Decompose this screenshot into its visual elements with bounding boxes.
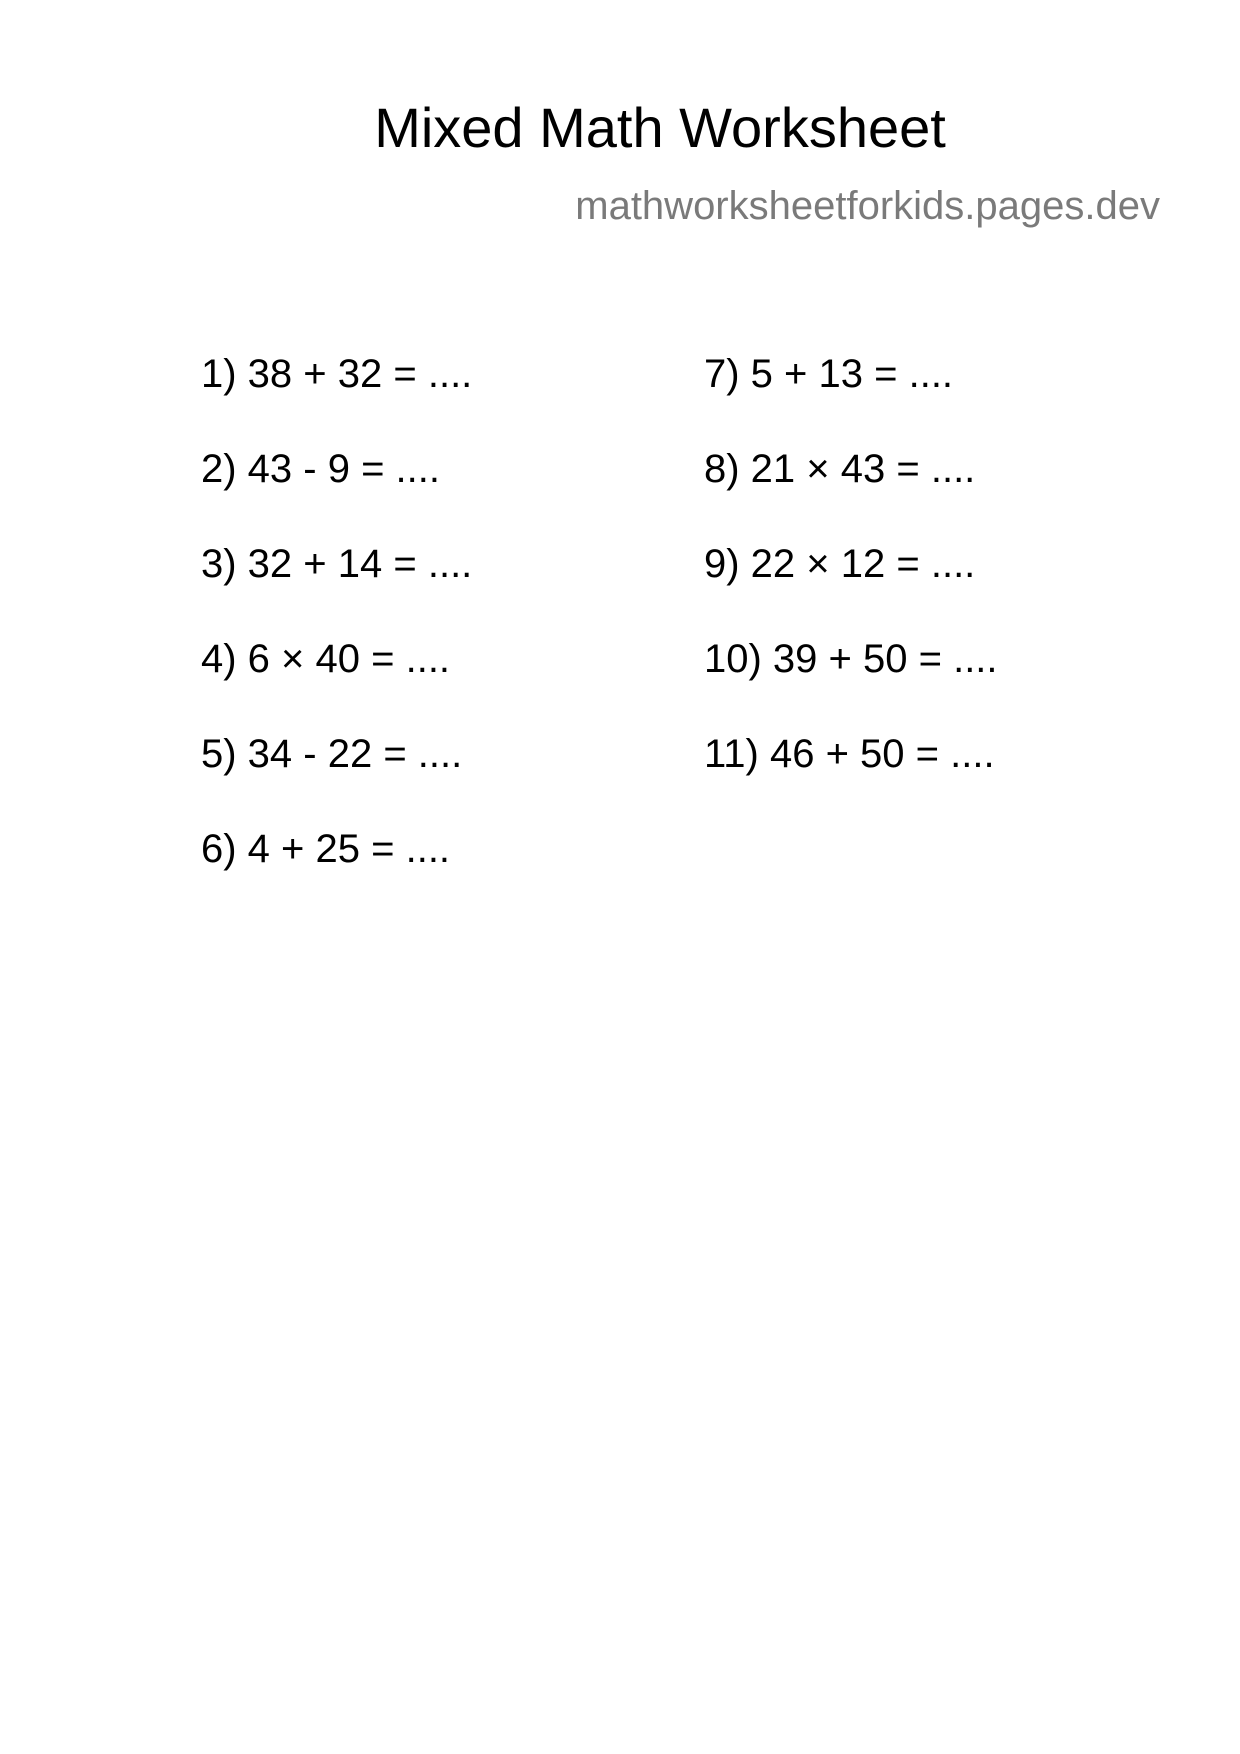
problem-6: 6) 4 + 25 = .... [201,827,451,871]
source-url: mathworksheetforkids.pages.dev [575,184,1160,228]
problem-11: 11) 46 + 50 = .... [704,732,995,776]
problem-column-right [704,350,998,825]
problem-1: 1) 38 + 32 = .... [201,352,473,396]
problem-8: 8) 21 × 43 = .... [704,447,976,491]
problem-column-left [201,350,472,920]
problem-7: 7) 5 + 13 = .... [704,352,954,396]
problem-5: 5) 34 - 22 = .... [201,732,463,776]
problem-10: 10) 39 + 50 = .... [704,637,998,681]
problem-3: 3) 32 + 14 = .... [201,542,473,586]
problem-4: 4) 6 × 40 = .... [201,637,451,681]
problem-2: 2) 43 - 9 = .... [201,447,441,491]
problem-9: 9) 22 × 12 = .... [704,542,976,586]
worksheet-title: Mixed Math Worksheet [374,96,946,159]
